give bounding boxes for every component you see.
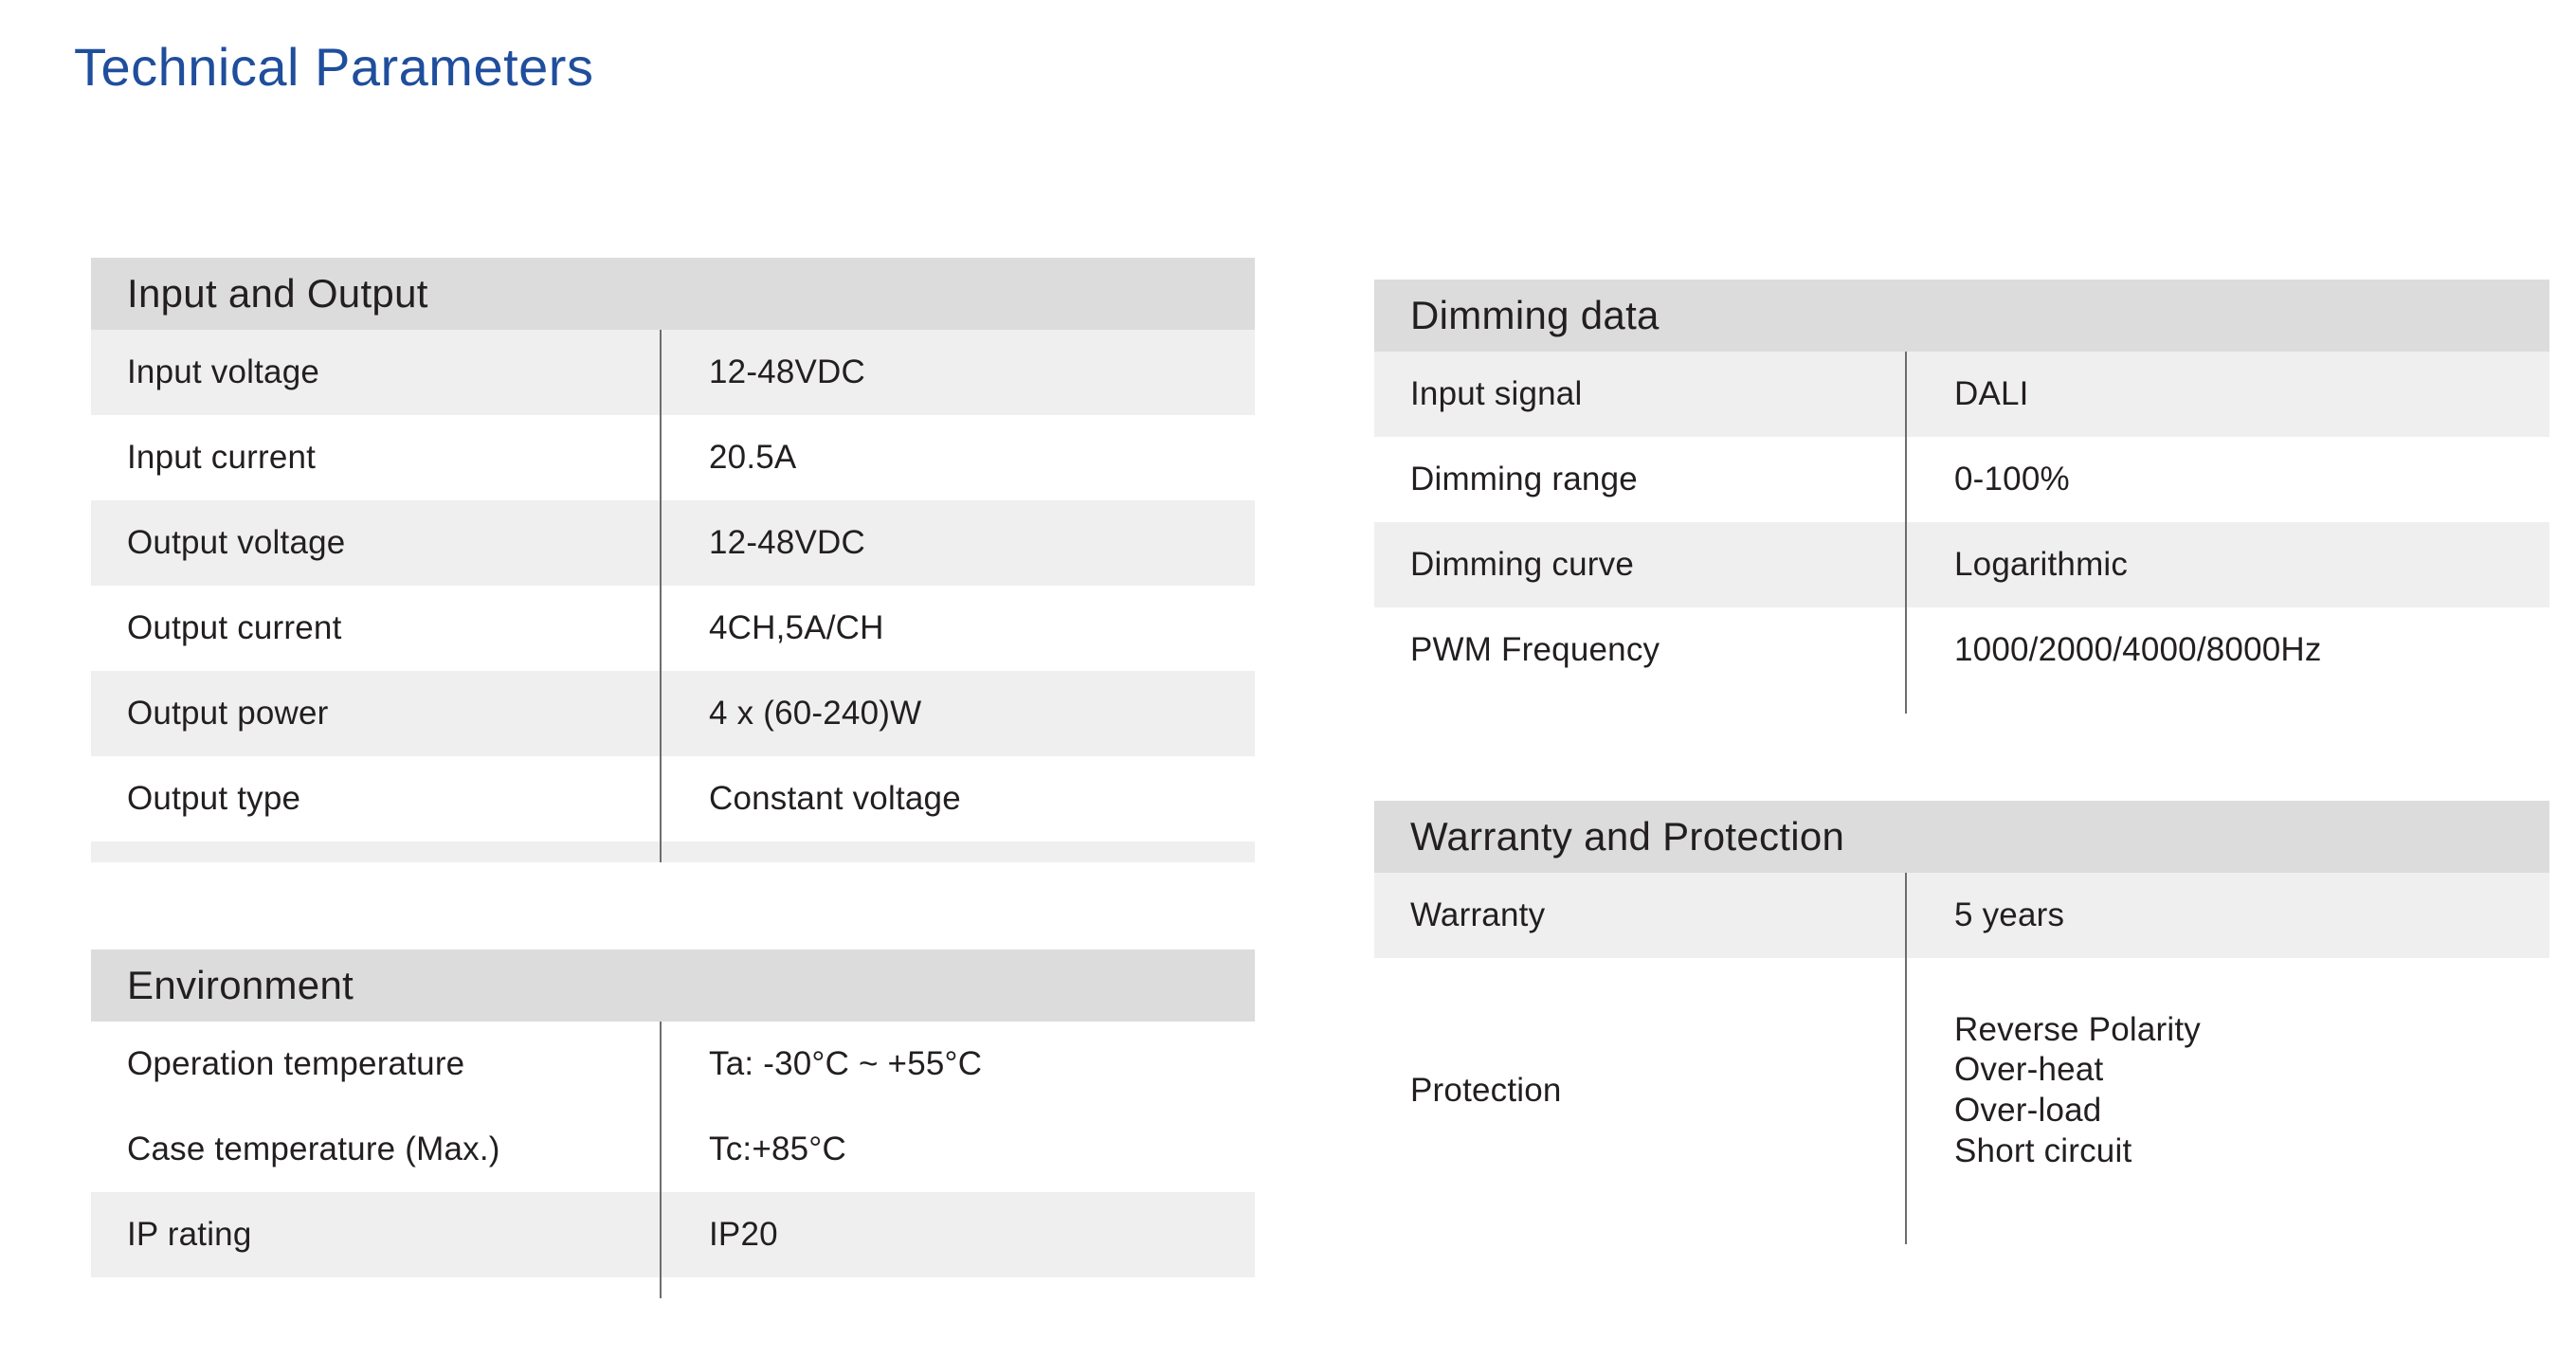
table-title: Input and Output	[127, 271, 428, 316]
row-label: Dimming range	[1410, 461, 1638, 498]
table-footer-band	[1374, 693, 2549, 714]
row-label: Warranty	[1410, 896, 1546, 933]
row-value: 5 years	[1954, 896, 2065, 933]
row-label: Input signal	[1410, 375, 1583, 412]
table-row	[91, 500, 1255, 586]
table-footer-band	[91, 841, 1255, 862]
row-value: 4CH,5A/CH	[709, 608, 884, 646]
table-environment	[91, 950, 1255, 1298]
row-label: Protection	[1410, 1072, 1562, 1109]
table-warranty-and-protection	[1374, 801, 2549, 1244]
row-label: PWM Frequency	[1410, 631, 1660, 668]
row-value: 12-48VDC	[709, 523, 866, 561]
table-row	[1374, 607, 2549, 693]
row-label: Input voltage	[127, 353, 320, 390]
table-row	[91, 671, 1255, 756]
table-footer-band	[1374, 1223, 2549, 1244]
table-body	[1374, 352, 2549, 714]
page-title: Technical Parameters	[74, 37, 594, 97]
row-value: Tc:+85°C	[709, 1130, 846, 1167]
table-title: Environment	[127, 963, 354, 1007]
row-label: Output type	[127, 780, 301, 817]
table-row	[1374, 522, 2549, 607]
row-value: 20.5A	[709, 438, 797, 476]
table-title: Dimming data	[1410, 293, 1660, 337]
row-label: Output current	[127, 609, 342, 646]
left-column	[91, 258, 1255, 1298]
table-row	[91, 586, 1255, 671]
row-value: DALI	[1954, 374, 2029, 412]
row-value: IP20	[709, 1215, 778, 1253]
table-row	[1374, 352, 2549, 437]
row-label: Output power	[127, 695, 329, 732]
row-label: IP rating	[127, 1216, 252, 1253]
row-value: Reverse Polarity Over-heat Over-load Short circuit	[1954, 1010, 2201, 1169]
table-body	[1374, 873, 2549, 1244]
table-header-input-and-output	[91, 258, 1255, 330]
table-title: Warranty and Protection	[1410, 814, 1845, 859]
table-body	[91, 330, 1255, 862]
row-value: 0-100%	[1954, 460, 2070, 498]
table-row	[91, 1107, 1255, 1192]
table-header-dimming-data	[1374, 280, 2549, 352]
row-value: Ta: -30°C ~ +55°C	[709, 1044, 983, 1082]
table-row	[1374, 437, 2549, 522]
table-row	[91, 330, 1255, 415]
row-value: 12-48VDC	[709, 353, 866, 390]
column-divider	[660, 330, 662, 862]
row-label: Output voltage	[127, 524, 346, 561]
table-footer-band	[91, 1277, 1255, 1298]
table-row	[1374, 958, 2549, 1223]
row-label: Dimming curve	[1410, 546, 1634, 583]
row-value: Constant voltage	[709, 779, 961, 817]
row-value: Logarithmic	[1954, 545, 2129, 583]
table-input-and-output	[91, 258, 1255, 862]
column-divider	[1905, 873, 1907, 1244]
table-dimming-data	[1374, 280, 2549, 714]
row-value: 4 x (60-240)W	[709, 694, 922, 732]
table-row	[91, 756, 1255, 841]
table-header-warranty-and-protection	[1374, 801, 2549, 873]
column-divider	[660, 1022, 662, 1298]
right-column	[1374, 280, 2549, 1244]
table-header-environment	[91, 950, 1255, 1022]
table-row	[91, 415, 1255, 500]
table-row	[91, 1192, 1255, 1277]
row-label: Input current	[127, 439, 317, 476]
table-body	[91, 1022, 1255, 1298]
table-row	[1374, 873, 2549, 958]
row-label: Case temperature (Max.)	[127, 1131, 500, 1167]
row-label: Operation temperature	[127, 1045, 465, 1082]
column-divider	[1905, 352, 1907, 714]
row-value: 1000/2000/4000/8000Hz	[1954, 630, 2322, 668]
table-row	[91, 1022, 1255, 1107]
